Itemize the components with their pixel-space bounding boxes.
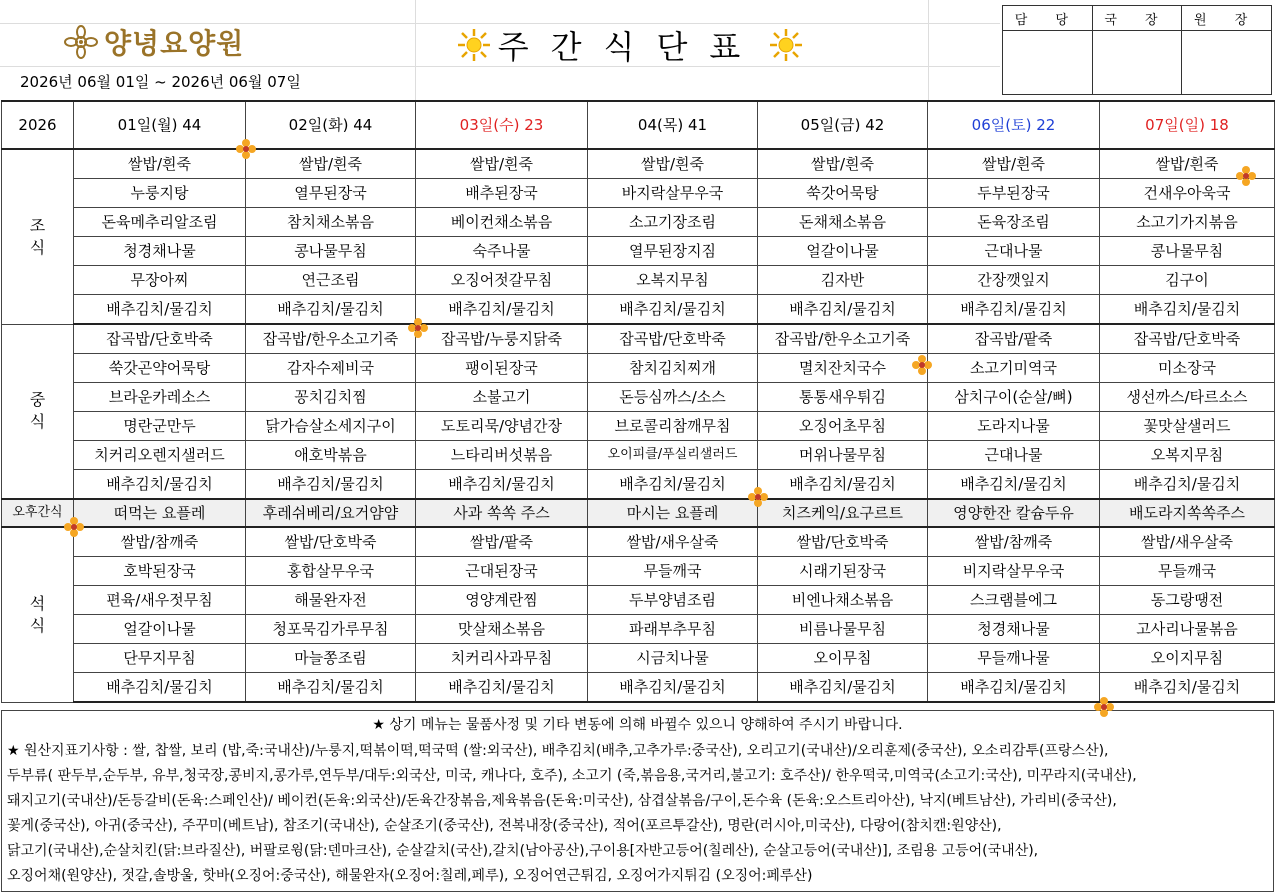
menu-cell: 시래기된장국 [758, 557, 928, 586]
menu-cell: 꽁치김치찜 [246, 383, 416, 412]
menu-cell: 잡곡밥/단호박죽 [1100, 324, 1275, 354]
menu-cell: 청경채나물 [928, 615, 1100, 644]
meal-label [2, 149, 74, 324]
menu-cell: 김구이 [1100, 266, 1275, 295]
menu-cell: 쌀밥/흰죽 [416, 149, 588, 179]
menu-cell: 쌀밥/흰죽 [928, 149, 1100, 179]
menu-cell: 돈육메추리알조림 [74, 208, 246, 237]
day-header: 07일(일) 18 [1100, 101, 1275, 149]
menu-cell: 쑥갓어묵탕 [758, 179, 928, 208]
menu-cell: 잡곡밥/단호박죽 [588, 324, 758, 354]
menu-cell: 오징어젓갈무침 [416, 266, 588, 295]
approval-label: 국 장 [1092, 6, 1182, 31]
menu-table [1, 100, 1275, 703]
menu-cell: 오복지무침 [588, 266, 758, 295]
approval-sign-cell[interactable] [1182, 31, 1272, 95]
day-header: 06일(토) 22 [928, 101, 1100, 149]
menu-cell: 배추김치/물김치 [758, 295, 928, 325]
menu-cell: 김자반 [758, 266, 928, 295]
menu-cell: 콩나물무침 [1100, 237, 1275, 266]
menu-cell: 동그랑땡전 [1100, 586, 1275, 615]
origin-line: ★ 원산지표기사항 : 쌀, 찹쌀, 보리 (밥,죽:국내산)/누룽지,떡볶이떡,떡국떡 (쌀:외국산), 배추김치(배추,고추가루:중국산), 오리고기(국내산)/오리훈제(중국산), 오소리감투(프랑스산), [7, 743, 1109, 759]
menu-cell: 쌀밥/흰죽 [74, 149, 246, 179]
day-header: 02일(화) 44 [246, 101, 416, 149]
menu-cell: 소불고기 [416, 383, 588, 412]
approval-sign-cell[interactable] [1003, 31, 1093, 95]
breakfast-row [2, 208, 1275, 237]
menu-cell: 근대나물 [928, 237, 1100, 266]
meal-label-text: 석식 [29, 593, 46, 635]
menu-cell: 생선까스/타르소스 [1100, 383, 1275, 412]
origin-line: 돼지고기(국내산)/돈등갈비(돈육:스페인산)/ 베이컨(돈육:외국산)/돈육간장볶음,제육볶음(돈육:미국산), 삼겹살볶음/구이,돈수육 (돈육:오스트리아산), 낙지(베트남산), 가리비(중국산), [7, 793, 1117, 809]
menu-cell: 꽃맛살샐러드 [1100, 412, 1275, 441]
origin-line: 닭고기(국내산),순살치킨(닭:브라질산), 버팔로윙(닭:덴마크산), 순살갈치(국산),갈치(남아공산),구이용[자반고등어(칠레산), 순살고등어(국내산)], 조림용 고등어(국내산), [7, 843, 1039, 859]
menu-cell: 쌀밥/흰죽 [246, 149, 416, 179]
lunch-row [2, 412, 1275, 441]
menu-cell: 배추김치/물김치 [74, 295, 246, 325]
menu-cell: 참치김치찌개 [588, 354, 758, 383]
origin-line: 꽃게(중국산), 아귀(중국산), 주꾸미(베트남), 참조기(국내산), 순살조기(중국산), 전복내장(중국산), 적어(포르투갈산), 명란(러시아,미국산), 다랑어(참치캔:원양산), [7, 818, 1002, 834]
lunch-row [2, 383, 1275, 412]
menu-cell: 무들깨나물 [928, 644, 1100, 673]
snack-cell: 떠먹는 요플레 [74, 499, 246, 527]
menu-cell: 배추된장국 [416, 179, 588, 208]
menu-cell: 배추김치/물김치 [246, 470, 416, 500]
day-header: 05일(금) 42 [758, 101, 928, 149]
dinner-row [2, 586, 1275, 615]
origin-line: 두부류( 판두부,순두부, 유부,청국장,콩비지,콩가루,연두부/대두:외국산, 미국, 캐나다, 호주), 소고기 (죽,볶음용,국거리,불고기: 호주산)/ 한우떡국,미역국(소고기:국산), 미꾸라지(국내산), [7, 768, 1137, 784]
menu-cell: 배추김치/물김치 [1100, 470, 1275, 500]
breakfast-row [2, 179, 1275, 208]
approval-label: 원 장 [1182, 6, 1272, 31]
snack-cell: 후레쉬베리/요거얌얌 [246, 499, 416, 527]
menu-cell: 바지락살무우국 [588, 179, 758, 208]
dinner-row [2, 557, 1275, 586]
menu-cell: 배추김치/물김치 [758, 673, 928, 703]
menu-cell: 소고기가지볶음 [1100, 208, 1275, 237]
menu-cell: 비름나물무침 [758, 615, 928, 644]
menu-cell: 쌀밥/흰죽 [758, 149, 928, 179]
menu-cell: 삼치구이(순살/뼈) [928, 383, 1100, 412]
meal-label [2, 527, 74, 702]
menu-cell: 해물완자전 [246, 586, 416, 615]
menu-cell: 잡곡밥/팥죽 [928, 324, 1100, 354]
menu-cell: 쌀밥/단호박죽 [758, 527, 928, 557]
menu-cell: 배추김치/물김치 [928, 673, 1100, 703]
menu-cell: 배추김치/물김치 [1100, 673, 1275, 703]
snack-label: 오후간식 [2, 499, 74, 527]
header-row [2, 101, 1275, 149]
menu-cell: 오이무침 [758, 644, 928, 673]
menu-cell: 열무된장국 [246, 179, 416, 208]
lunch-row [2, 441, 1275, 470]
menu-cell: 배추김치/물김치 [416, 470, 588, 500]
menu-cell: 오이지무침 [1100, 644, 1275, 673]
menu-cell: 고사리나물볶음 [1100, 615, 1275, 644]
menu-cell: 돈채채소볶음 [758, 208, 928, 237]
menu-cell: 얼갈이나물 [758, 237, 928, 266]
menu-cell: 열무된장지짐 [588, 237, 758, 266]
menu-cell: 건새우아욱국 [1100, 179, 1275, 208]
flower-icon [64, 517, 84, 537]
menu-cell: 도라지나물 [928, 412, 1100, 441]
menu-cell: 팽이된장국 [416, 354, 588, 383]
flower-emblem-icon [64, 25, 98, 59]
menu-cell: 느타리버섯볶음 [416, 441, 588, 470]
menu-cell: 비엔나채소볶음 [758, 586, 928, 615]
menu-cell: 미소장국 [1100, 354, 1275, 383]
meal-label-text: 중식 [29, 390, 46, 432]
menu-cell: 베이컨채소볶음 [416, 208, 588, 237]
snack-cell: 배도라지쏙쏙주스 [1100, 499, 1275, 527]
year-cell: 2026 [2, 101, 74, 149]
flower-icon [912, 355, 932, 375]
menu-cell: 배추김치/물김치 [416, 295, 588, 325]
menu-cell: 무들깨국 [588, 557, 758, 586]
snack-cell: 사과 쏙쏙 주스 [416, 499, 588, 527]
menu-cell: 배추김치/물김치 [928, 295, 1100, 325]
flower-icon [748, 487, 768, 507]
menu-cell: 쌀밥/단호박죽 [246, 527, 416, 557]
menu-cell: 간장깻잎지 [928, 266, 1100, 295]
menu-cell: 근대나물 [928, 441, 1100, 470]
meal-label-text: 조식 [29, 215, 46, 257]
menu-cell: 홍합살무우국 [246, 557, 416, 586]
origin-line: 오징어채(원양산), 젓갈,솔방울, 핫바(오징어:중국산), 해물완자(오징어:칠레,페루), 오징어연근튀김, 오징어가지튀김 (오징어:페루산) [7, 868, 813, 884]
day-header: 04(목) 41 [588, 101, 758, 149]
flower-icon [408, 318, 428, 338]
menu-cell: 쌀밥/참깨죽 [928, 527, 1100, 557]
menu-cell: 치커리오렌지샐러드 [74, 441, 246, 470]
menu-cell: 콩나물무침 [246, 237, 416, 266]
meal-label [2, 324, 74, 499]
menu-cell: 배추김치/물김치 [758, 470, 928, 500]
sun-icon [456, 27, 492, 63]
dinner-row [2, 644, 1275, 673]
menu-cell: 오복지무침 [1100, 441, 1275, 470]
menu-cell: 배추김치/물김치 [588, 470, 758, 500]
menu-cell: 숙주나물 [416, 237, 588, 266]
flower-icon [1236, 166, 1256, 186]
menu-cell: 무장아찌 [74, 266, 246, 295]
dinner-row [2, 673, 1275, 703]
breakfast-row [2, 266, 1275, 295]
menu-cell: 오이피클/푸실리샐러드 [588, 441, 758, 470]
menu-cell: 도토리묵/양념간장 [416, 412, 588, 441]
menu-cell: 파래부추무침 [588, 615, 758, 644]
menu-cell: 배추김치/물김치 [74, 673, 246, 703]
menu-cell: 호박된장국 [74, 557, 246, 586]
menu-cell: 영양계란찜 [416, 586, 588, 615]
menu-cell: 쌀밥/흰죽 [588, 149, 758, 179]
menu-cell: 참치채소볶음 [246, 208, 416, 237]
menu-cell: 브로콜리참깨무침 [588, 412, 758, 441]
menu-cell: 소고기장조림 [588, 208, 758, 237]
menu-cell: 치커리사과무침 [416, 644, 588, 673]
menu-cell: 쌀밥/참깨죽 [74, 527, 246, 557]
flower-icon [236, 139, 256, 159]
page-title [440, 20, 820, 70]
menu-cell: 배추김치/물김치 [246, 673, 416, 703]
breakfast-row [2, 295, 1275, 325]
menu-cell: 잡곡밥/단호박죽 [74, 324, 246, 354]
menu-cell: 통통새우튀김 [758, 383, 928, 412]
menu-cell: 브라운카레소스 [74, 383, 246, 412]
snack-cell: 영양한잔 칼슘두유 [928, 499, 1100, 527]
date-range: 2026년 06월 01일 ~ 2026년 06월 07일 [20, 73, 301, 91]
menu-cell: 배추김치/물김치 [928, 470, 1100, 500]
menu-cell: 잡곡밥/한우소고기죽 [758, 324, 928, 354]
flower-icon [1094, 697, 1114, 717]
menu-cell: 스크램블에그 [928, 586, 1100, 615]
menu-cell: 누룽지탕 [74, 179, 246, 208]
menu-cell: 청포묵김가루무침 [246, 615, 416, 644]
menu-cell: 오징어초무침 [758, 412, 928, 441]
menu-cell: 두부양념조림 [588, 586, 758, 615]
dinner-row [2, 615, 1275, 644]
menu-cell: 멸치잔치국수 [758, 354, 928, 383]
menu-cell: 쌀밥/새우살죽 [588, 527, 758, 557]
menu-cell: 감자수제비국 [246, 354, 416, 383]
lunch-row [2, 470, 1275, 500]
lunch-row [2, 324, 1275, 354]
approval-sign-cell[interactable] [1092, 31, 1182, 95]
menu-cell: 마늘쫑조림 [246, 644, 416, 673]
breakfast-row [2, 149, 1275, 179]
menu-cell: 쌀밥/흰죽 [1100, 149, 1275, 179]
breakfast-row [2, 237, 1275, 266]
menu-cell: 돈육장조림 [928, 208, 1100, 237]
menu-cell: 배추김치/물김치 [588, 673, 758, 703]
menu-cell: 배추김치/물김치 [1100, 295, 1275, 325]
menu-cell: 돈등심까스/소스 [588, 383, 758, 412]
menu-cell: 잡곡밥/누룽지닭죽 [416, 324, 588, 354]
menu-cell: 배추김치/물김치 [588, 295, 758, 325]
approval-label: 담 당 [1003, 6, 1093, 31]
notice-text: ★ 상기 메뉴는 물품사정 및 기타 변동에 의해 바뀔수 있으니 양해하여 주시기 바랍니다. [372, 717, 903, 733]
lunch-row [2, 354, 1275, 383]
day-header: 03일(수) 23 [416, 101, 588, 149]
day-header: 01일(월) 44 [74, 101, 246, 149]
menu-cell: 배추김치/물김치 [416, 673, 588, 703]
logo-text: 양녕요양원 [104, 27, 245, 60]
menu-cell: 닭가슴살소세지구이 [246, 412, 416, 441]
menu-cell: 배추김치/물김치 [246, 295, 416, 325]
menu-cell: 쌀밥/새우살죽 [1100, 527, 1275, 557]
approval-box [1002, 5, 1272, 95]
menu-cell: 연근조림 [246, 266, 416, 295]
menu-cell: 소고기미역국 [928, 354, 1100, 383]
menu-cell: 애호박볶음 [246, 441, 416, 470]
notes-box [1, 710, 1274, 892]
title-text: 주간식단표 [497, 28, 763, 66]
dinner-row [2, 527, 1275, 557]
menu-cell: 쌀밥/팥죽 [416, 527, 588, 557]
menu-cell: 단무지무침 [74, 644, 246, 673]
menu-cell: 근대된장국 [416, 557, 588, 586]
menu-cell: 맛살채소볶음 [416, 615, 588, 644]
menu-cell: 비지락살무우국 [928, 557, 1100, 586]
menu-cell: 얼갈이나물 [74, 615, 246, 644]
menu-cell: 잡곡밥/한우소고기죽 [246, 324, 416, 354]
logo [64, 22, 244, 62]
menu-cell: 쑥갓곤약어묵탕 [74, 354, 246, 383]
menu-cell: 명란군만두 [74, 412, 246, 441]
menu-cell: 편육/새우젓무침 [74, 586, 246, 615]
menu-cell: 무들깨국 [1100, 557, 1275, 586]
sun-icon [768, 27, 804, 63]
snack-cell: 치즈케익/요구르트 [758, 499, 928, 527]
menu-cell: 시금치나물 [588, 644, 758, 673]
menu-cell: 두부된장국 [928, 179, 1100, 208]
menu-cell: 배추김치/물김치 [74, 470, 246, 500]
menu-cell: 머위나물무침 [758, 441, 928, 470]
snack-cell: 마시는 요플레 [588, 499, 758, 527]
menu-cell: 청경채나물 [74, 237, 246, 266]
snack-row [2, 499, 1275, 527]
